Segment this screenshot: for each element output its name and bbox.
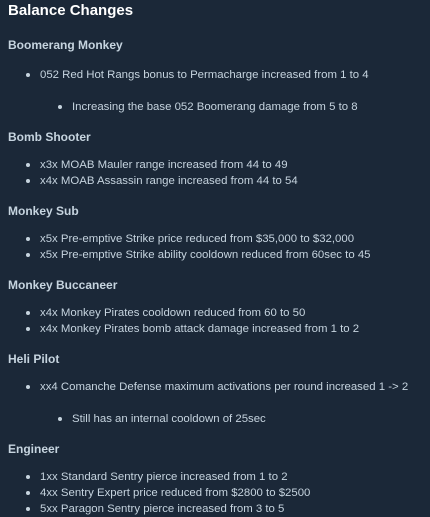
monkey-buccaneer-list [8, 305, 422, 337]
list-item: x5x Pre-emptive Strike ability cooldown reduced from 60sec to 45 [8, 247, 422, 263]
boomerang-monkey-sublist [8, 99, 422, 115]
heli-pilot-list [8, 379, 422, 395]
list-item: x3x MOAB Mauler range increased from 44 to 49 [8, 157, 422, 173]
bomb-shooter-list [8, 157, 422, 189]
engineer-list [8, 469, 422, 517]
list-item: x4x Monkey Pirates cooldown reduced from 60 to 50 [8, 305, 422, 321]
list-item: 4xx Sentry Expert price reduced from $2800 to $2500 [8, 485, 422, 501]
section-heading-engineer: Engineer [8, 442, 60, 456]
boomerang-monkey-list [8, 67, 422, 83]
section-heading-bomb-shooter: Bomb Shooter [8, 130, 91, 144]
list-item: x4x MOAB Assassin range increased from 44 to 54 [8, 173, 422, 189]
section-heading-monkey-sub: Monkey Sub [8, 204, 79, 218]
heli-pilot-sublist [8, 411, 422, 427]
section-heading-monkey-buccaneer: Monkey Buccaneer [8, 278, 118, 292]
monkey-sub-list [8, 231, 422, 263]
list-item: 052 Red Hot Rangs bonus to Permacharge increased from 1 to 4 [8, 67, 422, 83]
list-item: Still has an internal cooldown of 25sec [8, 411, 422, 427]
section-heading-boomerang-monkey: Boomerang Monkey [8, 38, 123, 52]
list-item: x4x Monkey Pirates bomb attack damage increased from 1 to 2 [8, 321, 422, 337]
list-item: 5xx Paragon Sentry pierce increased from 3 to 5 [8, 501, 422, 517]
list-item: x5x Pre-emptive Strike price reduced from $35,000 to $32,000 [8, 231, 422, 247]
section-heading-heli-pilot: Heli Pilot [8, 352, 60, 366]
list-item: 1xx Standard Sentry pierce increased from 1 to 2 [8, 469, 422, 485]
page-title: Balance Changes [8, 2, 134, 19]
list-item: Increasing the base 052 Boomerang damage from 5 to 8 [8, 99, 422, 115]
list-item: xx4 Comanche Defense maximum activations per round increased 1 -> 2 [8, 379, 422, 395]
